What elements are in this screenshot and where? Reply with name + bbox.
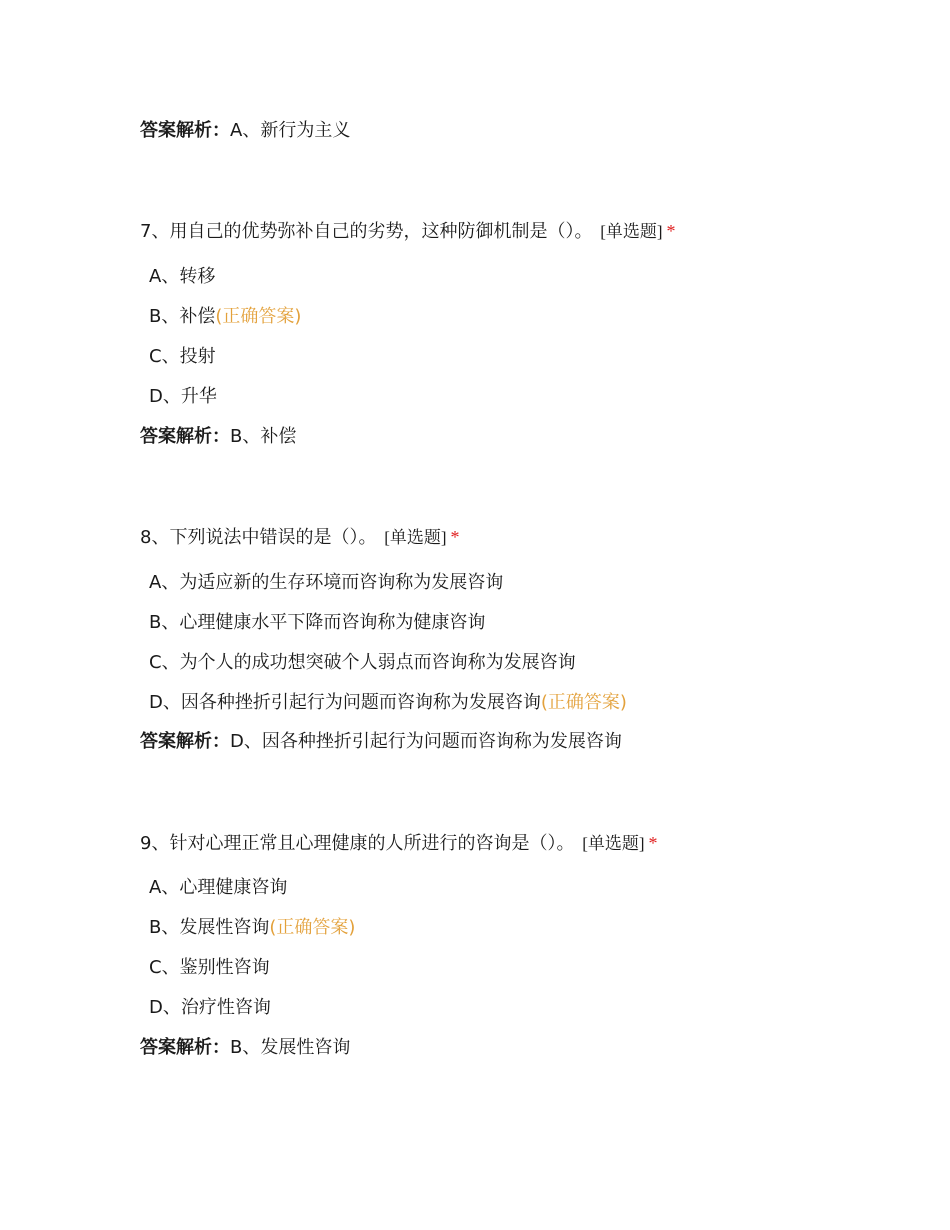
question-7-option-c [149,344,216,370]
question-8-option-d [149,690,627,716]
correct-answer-tag: (正确答案) [540,692,627,713]
question-type: [单选题] [582,834,645,853]
correct-answer-tag: (正确答案) [269,917,356,938]
question-7-analysis [140,424,296,450]
analysis-value: B、发展性咨询 [230,1037,351,1058]
analysis-label: 答案解析： [140,1037,230,1058]
question-7-option-b [149,304,301,330]
question-8-option-c [149,650,576,676]
question-9-title [140,830,658,856]
correct-answer-tag: (正确答案) [215,306,302,327]
question-8-option-b [149,610,485,636]
option-text: B、发展性咨询 [149,917,270,938]
analysis-label: 答案解析： [140,426,230,447]
question-8-option-a [149,570,503,596]
question-type: [单选题] [384,528,447,547]
analysis-value: A、新行为主义 [230,120,351,141]
analysis-value: D、因各种挫折引起行为问题而咨询称为发展咨询 [230,731,622,752]
question-7-option-d [149,384,217,410]
question-9-option-c [149,955,270,981]
option-text: C、鉴别性咨询 [149,957,270,978]
question-7-option-a [149,264,215,290]
analysis-label: 答案解析： [140,120,230,141]
required-star: * [450,527,460,547]
prev-answer-analysis [140,118,350,144]
option-text: C、为个人的成功想突破个人弱点而咨询称为发展咨询 [149,652,576,673]
analysis-label: 答案解析： [140,731,230,752]
option-text: B、心理健康水平下降而咨询称为健康咨询 [149,612,486,633]
question-text: 9、针对心理正常且心理健康的人所进行的咨询是（）。 [140,833,575,854]
question-9-option-d [149,995,271,1021]
option-text: D、升华 [149,386,217,407]
option-text: A、心理健康咨询 [149,877,288,898]
option-text: A、转移 [149,266,216,287]
question-9-analysis [140,1035,350,1061]
option-text: C、投射 [149,346,216,367]
required-star: * [648,833,658,853]
question-type: [单选题] [600,222,663,241]
question-8-analysis [140,729,622,755]
question-8-title [140,524,460,550]
question-9-option-b [149,915,355,941]
option-text: D、治疗性咨询 [149,997,271,1018]
question-text: 7、用自己的优势弥补自己的劣势，这种防御机制是（）。 [140,221,593,242]
option-text: D、因各种挫折引起行为问题而咨询称为发展咨询 [149,692,541,713]
option-text: A、为适应新的生存环境而咨询称为发展咨询 [149,572,504,593]
option-text: B、补偿 [149,306,216,327]
required-star: * [666,221,676,241]
analysis-value: B、补偿 [230,426,297,447]
question-9-option-a [149,875,287,901]
question-text: 8、下列说法中错误的是（）。 [140,527,377,548]
question-7-title [140,218,676,244]
